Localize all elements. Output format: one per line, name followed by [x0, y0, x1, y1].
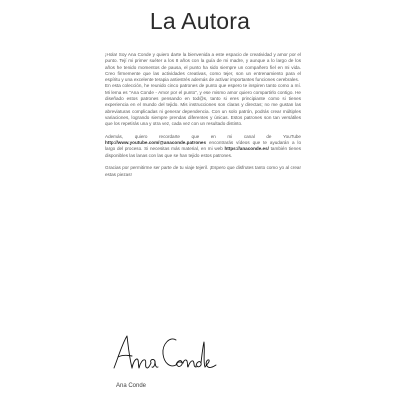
paragraph-thanks: Gracias por permitirme ser parte de tu viaje tejeril. ¡Espero que disfrutes tanto como yo al crear estas piezas!	[105, 165, 301, 177]
resources-text-end: también tienes disponibles las lanas con las que se han tejido estos patrones.	[105, 146, 301, 158]
youtube-link[interactable]: http://www.youtube.com/@anaconde.patrones	[105, 140, 207, 146]
resources-text-intro: Además, quiero recordarte que en mi canal de YouTube	[105, 133, 301, 139]
paragraph-collection: En esta colección, he reunido cinco patrones de punto que espero te inspiren tanto como a mí. Mi lema es "Ana Conde - Amor por el punto", y ese mismo amor quiero compartirlo contigo. He diseñado estos patrones pensando en tod@s, tanto si eres principiante como si tienes experiencia en el mundo del tejido. Mis instrucciones son claras y directas; no me gustan las abreviaturas complicadas ni generar dependencia. Con un solo patrón, podrás crear múltiples variaciones, logrando siempre prendas diferentes y únicas. Estos patrones son tan versátiles que los repetirás una y otra vez, cada vez con un resultado distinto.	[105, 83, 301, 127]
page-title: La Autora	[149, 8, 251, 34]
paragraph-resources	[105, 134, 301, 159]
signer-name: Ana Conde	[116, 383, 147, 389]
handwritten-signature	[110, 330, 220, 374]
website-link[interactable]: https://anaconde.es/	[224, 146, 269, 152]
signature-drawing	[110, 330, 220, 374]
paragraph-greeting: ¡Hola! Soy Ana Conde y quiero darte la bienvenida a este espacio de creatividad y amor por el punto. Tejí mi primer suéter a los 8 años con la guía de mi madre, y aunque a lo largo de los años he tenido momentos de pausa, el punto ha sido siempre un compañero fiel en mi vida. Creo firmemente que las actividades creativas, como tejer, son un entrenamiento para el espíritu y una excelente terapia antiestrés además de activar importantes funciones cerebrales.	[105, 52, 301, 83]
resources-text-middle: encontrarás vídeos que te ayudarán a lo largo del proceso. Si necesitas más material, en mi web	[105, 140, 301, 152]
author-letter	[105, 52, 301, 178]
